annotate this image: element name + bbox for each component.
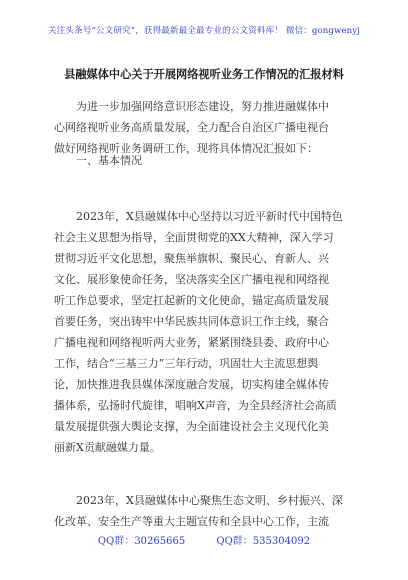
paragraph-line: 量发展提供强大舆论支撑，为全面建设社会主义现代化美 — [54, 420, 329, 433]
intro-line: 心网络视听业务高质量发展，全力配合自治区广播电视台 — [54, 121, 329, 134]
footer-qq-group-1: QQ群：30265665 — [97, 536, 186, 547]
paragraph-line: 工作，结合“三基三力”三年行动，巩固壮大主流思想舆 — [54, 357, 319, 370]
header-promo-note: 关注头条号“公文研究”，获得最新最全最专业的公文资料库！ 微信：gongwenyj — [47, 26, 361, 36]
paragraph-2 — [54, 490, 354, 532]
paragraph-line: 听工作总要求，坚定扛起新的文化使命，锚定高质量发展 — [54, 294, 329, 307]
intro-line: 做好网络视听业务调研工作，现将具体情况汇报如下： — [54, 142, 318, 155]
paragraph-line: 丽新X贡献融媒力量。 — [54, 441, 161, 454]
paragraph-1 — [54, 206, 354, 458]
paragraph-line: 文化、展形象使命任务，坚决落实全区广播电视和网络视 — [54, 273, 329, 286]
paragraph-line: 社会主义思想为指导，全面贯彻党的XX大精神，深入学习 — [54, 231, 334, 244]
intro-line: 为进一步加强网络意识形态建设，努力推进融媒体中 — [76, 100, 329, 113]
paragraph-line: 论，加快推进我县媒体深度融合发展，切实构建全媒体传 — [54, 378, 329, 391]
paragraph-line: 贯彻习近平文化思想，聚焦举旗帜、聚民心、育新人、兴 — [54, 252, 329, 265]
paragraph-line: 2023年，X县融媒体中心坚持以习近平新时代中国特色 — [76, 210, 343, 223]
section-heading: 一、基本情况 — [76, 154, 142, 167]
document-title: 县融媒体中心关于开展网络视听业务工作情况的汇报材料 — [64, 67, 344, 81]
footer-contact — [0, 532, 408, 547]
paragraph-line: 2023年，X县融媒体中心聚焦生态文明、乡村振兴、深 — [76, 494, 343, 507]
paragraph-line: 化改革、安全生产等重大主题宣传和全县中心工作，主流 — [54, 515, 329, 528]
paragraph-line: 首要任务，突出铸牢中华民族共同体意识工作主线，聚合 — [54, 315, 329, 328]
section-heading-block — [54, 150, 354, 171]
footer-qq-group-2: QQ群：535304092 — [216, 536, 311, 547]
paragraph-line: 播体系，弘扬时代旋律，唱响X声音，为全县经济社会高质 — [54, 399, 337, 412]
paragraph-line: 广播电视和网络视听两大业务，紧紧围绕县委、政府中心 — [54, 336, 329, 349]
